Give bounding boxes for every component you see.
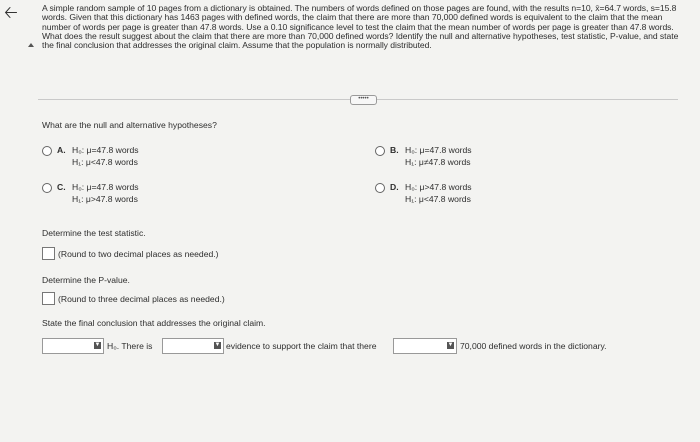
choice-b-h1: H₁: μ≠47.8 words (405, 156, 471, 167)
conclusion-dropdown-3[interactable] (393, 338, 457, 354)
choice-a-radio[interactable] (42, 146, 52, 156)
choice-b[interactable] (375, 145, 472, 168)
choice-b-radio[interactable] (375, 146, 385, 156)
choice-b-letter: B. (390, 145, 399, 155)
p-value-label: Determine the P-value. (42, 275, 130, 285)
problem-statement: A simple random sample of 10 pages from a dictionary is obtained. The numbers of words defined on those pages are found, with the results n=10, x̄=64.7 words, s=15.8 words. Given that this dictionary has 1463 pages with defined words, the claim that there are more than 70,000 defined words is equivalent to the claim that the mean number of words per page is greater than 47.8 words. Use a 0.10 significance level to test the claim that the mean number of words per page is greater than 47.8 words. What does the result suggest about the claim that there are more than 70,000 defined words? Identify the null and alternative hypotheses, test statistic, P-value, and state the final conclusion that addresses the original claim. Assume that the population is normally distributed. (42, 3, 679, 51)
conclusion-h0-text: H₀. There is (107, 341, 153, 351)
test-statistic-hint: (Round to two decimal places as needed.) (58, 249, 219, 259)
dropdown-arrow-icon: ▼ (214, 342, 221, 348)
more-button[interactable]: ••••• (350, 95, 377, 105)
conclusion-mid-text: evidence to support the claim that there (226, 341, 377, 351)
conclusion-dropdown-2[interactable] (162, 338, 224, 354)
choice-c-h0: H₀: μ=47.8 words (72, 182, 139, 192)
p-value-hint: (Round to three decimal places as needed.) (58, 294, 225, 304)
choice-d[interactable] (375, 182, 472, 205)
conclusion-dropdown-1[interactable] (42, 338, 104, 354)
choice-c-h1: H₁: μ>47.8 words (72, 193, 138, 204)
collapse-triangle-icon[interactable] (28, 43, 34, 47)
choice-d-h1: H₁: μ<47.8 words (405, 193, 471, 204)
choice-b-h0: H₀: μ=47.8 words (405, 145, 472, 155)
conclusion-label: State the final conclusion that addresses the original claim. (42, 318, 266, 328)
dropdown-arrow-icon: ▼ (447, 342, 454, 348)
choice-c-letter: C. (57, 182, 66, 192)
conclusion-end-text: 70,000 defined words in the dictionary. (460, 341, 607, 351)
choice-a-letter: A. (57, 145, 66, 155)
choice-c-radio[interactable] (42, 183, 52, 193)
p-value-input[interactable] (42, 292, 55, 305)
question-text: What are the null and alternative hypotheses? (42, 120, 217, 130)
choice-d-h0: H₀: μ>47.8 words (405, 182, 472, 192)
test-statistic-label: Determine the test statistic. (42, 228, 146, 238)
test-statistic-input[interactable] (42, 247, 55, 260)
dropdown-arrow-icon: ▼ (94, 342, 101, 348)
choice-a-h1: H₁: μ<47.8 words (72, 156, 138, 167)
back-arrow-icon[interactable]: 🡠 (4, 3, 18, 22)
choice-c[interactable] (42, 182, 139, 205)
choice-d-letter: D. (390, 182, 399, 192)
choice-a[interactable] (42, 145, 139, 168)
choice-d-radio[interactable] (375, 183, 385, 193)
choice-a-h0: H₀: μ=47.8 words (72, 145, 139, 155)
